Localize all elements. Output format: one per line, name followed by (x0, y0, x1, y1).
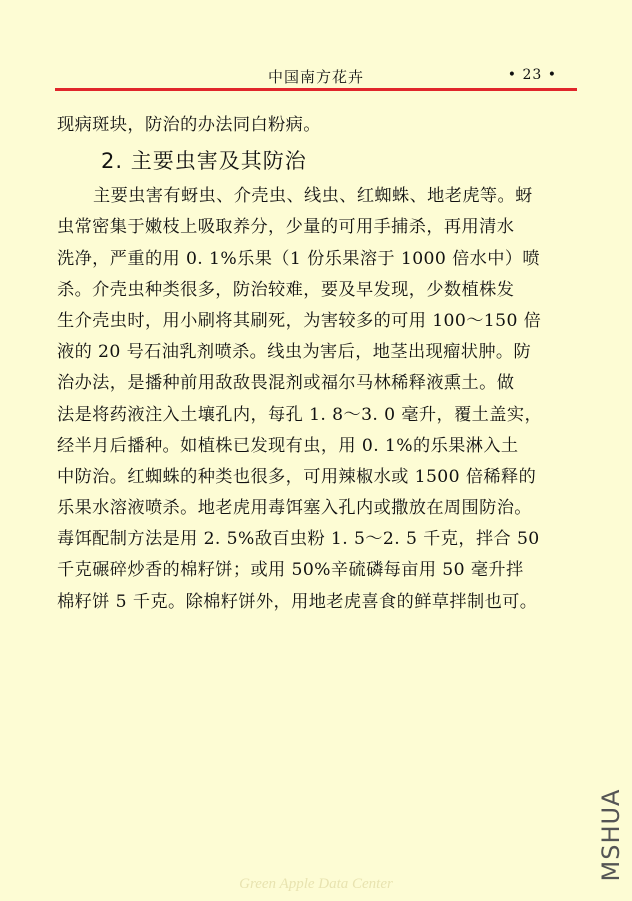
paragraph-line: 主要虫害有蚜虫、介壳虫、线虫、红蜘蛛、地老虎等。蚜 (93, 186, 533, 207)
paragraph-line: 中防治。红蜘蛛的种类也很多，可用辣椒水或 1500 倍稀释的 (57, 466, 537, 487)
paragraph-line: 治办法，是播种前用敌敌畏混剂或福尔马林稀释液熏土。做 (57, 373, 515, 394)
paragraph-line: 乐果水溶液喷杀。地老虎用毒饵塞入孔内或撒放在周围防治。 (57, 498, 532, 519)
continuation-line: 现病斑块，防治的办法同白粉病。 (57, 115, 321, 135)
paragraph-line: 生介壳虫时，用小刷将其刷死，为害较多的可用 100～150 倍 (57, 310, 542, 331)
running-title: 中国南方花卉 (267, 68, 364, 86)
paragraph-line: 液的 20 号石油乳剂喷杀。线虫为害后，地茎出现瘤状肿。防 (57, 342, 532, 363)
header-rule (55, 88, 577, 91)
paragraph-line: 洗净，严重的用 0. 1%乐果（1 份乐果溶于 1000 倍水中）喷 (57, 248, 541, 269)
body-text (57, 110, 579, 618)
side-watermark (596, 785, 626, 885)
paragraph-line: 杀。介壳虫种类很多，防治较难，要及早发现，少数植株发 (57, 279, 515, 300)
paragraph-line: 千克碾碎炒香的棉籽饼；或用 50%辛硫磷每亩用 50 毫升拌 (57, 560, 524, 581)
paragraph-line: 法是将药液注入土壤孔内，每孔 1. 8～3. 0 毫升，覆土盖实， (57, 404, 543, 425)
section-heading: 2. 主要虫害及其防治 (101, 149, 307, 174)
paragraph-line: 虫常密集于嫩枝上吸取养分，少量的可用手捕杀，再用清水 (57, 217, 515, 238)
bottom-watermark: Green Apple Data Center (239, 876, 393, 892)
paragraph-line: 棉籽饼 5 千克。除棉籽饼外，用地老虎喜食的鲜草拌制也可。 (57, 591, 538, 612)
page-header (55, 66, 577, 88)
paragraph-line: 经半月后播种。如植株已发现有虫，用 0. 1%的乐果淋入土 (57, 435, 519, 456)
page-number: • 23 • (507, 67, 557, 83)
side-watermark-text: MSHUA (597, 788, 625, 882)
paragraph-line: 毒饵配制方法是用 2. 5%敌百虫粉 1. 5～2. 5 千克，拌合 50 (57, 529, 540, 550)
